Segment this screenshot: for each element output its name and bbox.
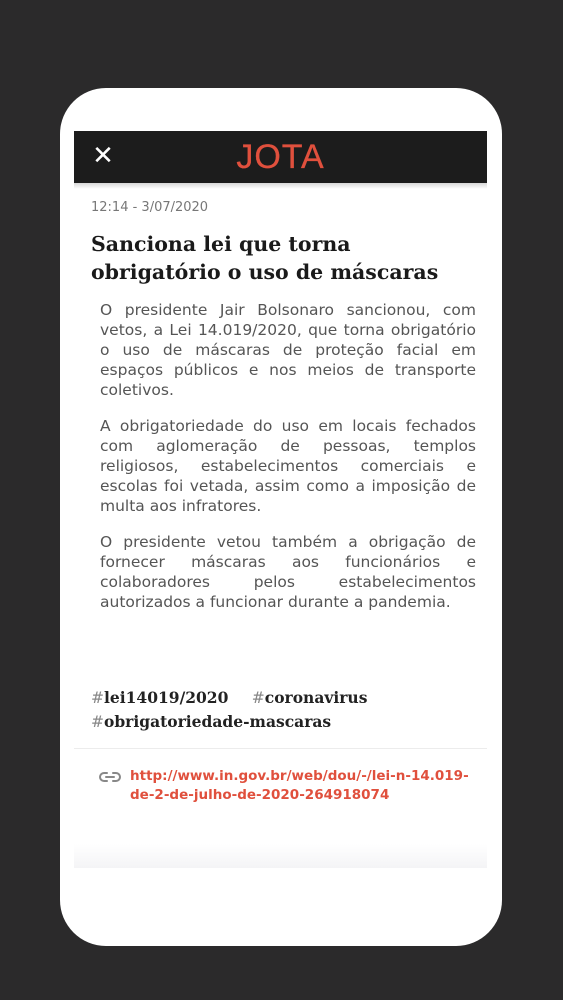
article-paragraph: O presidente Jair Bolsonaro sancionou, com vetos, a Lei 14.019/2020, que torna obrigatório o uso de máscaras de proteção facial em espaços públicos e nos meios de transporte coletivos.	[100, 301, 476, 399]
tag-hash: #	[91, 713, 104, 731]
tag-label: obrigatoriedade-mascaras	[104, 712, 332, 731]
source-link[interactable]: http://www.in.gov.br/web/dou/-/lei-n-14.019-de-2-de-julho-de-2020-264918074	[130, 768, 469, 803]
article-paragraph: O presidente vetou também a obrigação de fornecer máscaras aos funcionários e colaboradores pelos estabelecimentos autorizados a funcionar durante a pandemia.	[100, 533, 476, 611]
article-paragraph: A obrigatoriedade do uso em locais fechados com aglomeração de pessoas, templos religiosos, estabelecimentos comerciais e escolas foi vetada, assim como a imposição de multa aos infratores.	[100, 417, 476, 515]
link-icon	[98, 767, 122, 787]
app-bar-shadow	[74, 183, 487, 189]
article-headline: Sanciona lei que torna obrigatório o uso de máscaras	[91, 232, 439, 284]
jota-logo: JOTA	[236, 138, 325, 176]
tag-label: lei14019/2020	[104, 688, 229, 707]
tag-hash: #	[91, 689, 104, 707]
app-bar	[74, 131, 487, 183]
tag-label: coronavirus	[264, 688, 368, 707]
tag-hash: #	[251, 689, 265, 707]
tag-list	[91, 686, 481, 734]
footer-fade	[74, 844, 487, 868]
close-icon: ✕	[92, 141, 114, 171]
tag-lei14019[interactable]	[91, 686, 228, 710]
article-timestamp: 12:14 - 3/07/2020	[91, 200, 209, 215]
tag-obrigatoriedade-mascaras[interactable]	[91, 710, 331, 734]
article-body	[100, 300, 476, 628]
divider	[74, 748, 487, 749]
phone-screen	[60, 88, 502, 946]
tag-coronavirus[interactable]	[252, 686, 368, 710]
